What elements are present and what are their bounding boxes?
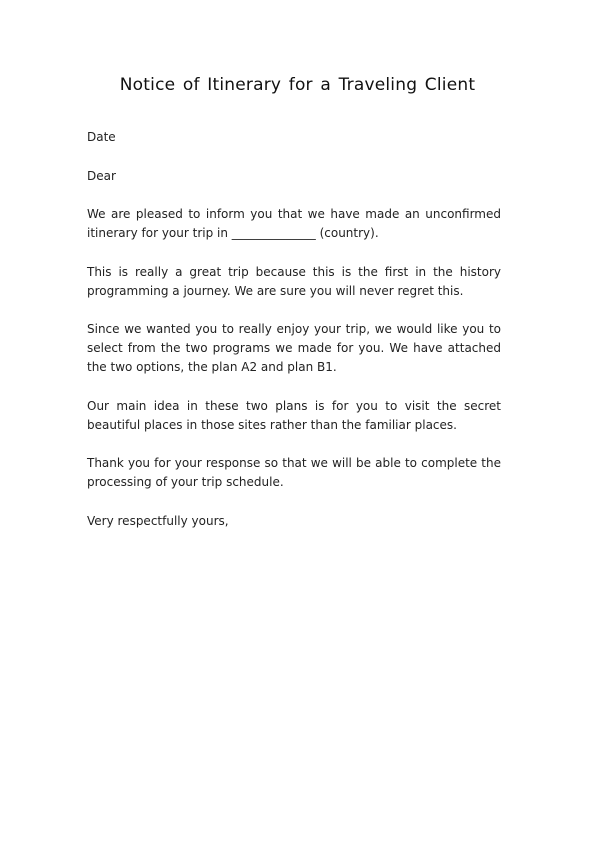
date-label: Date — [87, 130, 116, 144]
paragraph-thank-you: Thank you for your response so that we will be able to complete the processing of your trip schedule. — [87, 456, 501, 489]
paragraph-great-trip: This is really a great trip because this is the first in the history programming a journey. We are sure you will never regret this. — [87, 265, 501, 298]
paragraph-main-idea: Our main idea in these two plans is for you to visit the secret beautiful places in those sites rather than the familiar places. — [87, 399, 501, 432]
closing-line: Very respectfully yours, — [87, 514, 229, 528]
paragraph-unconfirmed-itinerary: We are pleased to inform you that we have made an unconfirmed itinerary for your trip in ______________ (country). — [87, 207, 501, 240]
salutation: Dear — [87, 169, 116, 183]
paragraph-two-programs: Since we wanted you to really enjoy your trip, we would like you to select from the two programs we made for you. We have attached the two options, the plan A2 and plan B1. — [87, 322, 501, 374]
letter-title: Notice of Itinerary for a Traveling Client — [119, 75, 476, 95]
